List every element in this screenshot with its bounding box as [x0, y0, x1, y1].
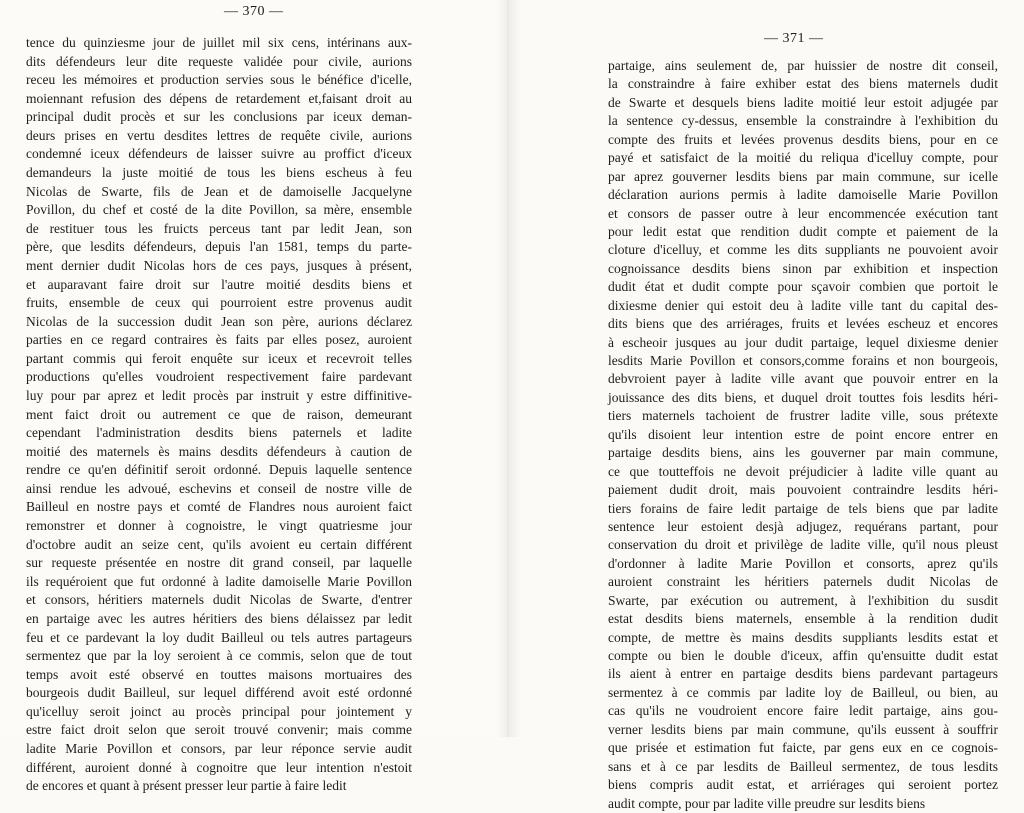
text-line: ainsi rendue les advoué, eschevins et conseil de nostre ville de: [26, 480, 412, 496]
text-line: dits biens que des arriérages, fruits et levées escheuz et encores: [608, 316, 998, 332]
text-line: feu et ce pardevant la loy dudit Bailleul ou tels autres partageurs: [26, 629, 412, 645]
text-line: qu'ils disoient leur intention estre de point encore entrer en: [608, 426, 998, 442]
text-line: lesdits Marie Povillon et consors,comme forains et non bourgeois,: [608, 353, 998, 368]
text-line: deurs prises en vertu desdites lettres de requête civile, aurions: [26, 127, 412, 143]
text-line: paiement dudit droit, mais pouvoient contraindre lesdits héri-: [608, 482, 998, 498]
text-line: fruits, ensemble de ceux qui pourroient estre provenus audit: [26, 295, 412, 311]
text-line: de restituer tous les fruicts perceus tant par ledit Jean, son: [26, 220, 412, 236]
text-line: ils requéroient que fut ordonné à ladite damoiselle Marie Povillon: [26, 573, 412, 589]
text-line: Nicolas de la succession dudit Jean son père, aurions déclarez: [26, 313, 412, 329]
text-line: conservation du droit et privilège de ladite ville, qu'il nous pleust: [608, 537, 998, 553]
text-line: et consors de passer outre à leur encommencée exécution tant: [608, 205, 998, 221]
page-number-left: — 370 —: [224, 4, 284, 19]
page-number-right: — 371 —: [764, 31, 824, 46]
text-line: sermentez que par la loy seroient à ce commis, selon que de tout: [26, 648, 412, 664]
text-line: productions qu'elles voudroient respectivement faire pardevant: [26, 369, 412, 385]
text-line: principal dudit procès et sur les conclusions par iceux deman-: [26, 109, 412, 125]
text-line: auroient constraint les héritiers paternels dudit Nicolas de: [608, 574, 998, 590]
text-line: d'ordonner à ladite Marie Povillon et consorts, aprez qu'ils: [608, 555, 998, 571]
text-line: ment faict droit ou autrement ce que de raison, demeurant: [26, 406, 412, 422]
text-line: déclaration aurions permis à ladite damoiselle Marie Povillon: [608, 187, 998, 203]
text-line: moiennant refusion des dépens de retardement et,faisant droit au: [26, 90, 412, 106]
text-line: tiers forains de faire ledit partaige de tels biens que par ladite: [608, 500, 998, 516]
text-line: tiers maternels tachoient de frustrer ladite ville, sous prétexte: [608, 408, 998, 424]
book-gutter: [496, 0, 520, 737]
text-line: sermentez à ce commis par ladite loy de Bailleul, ou bien, au: [608, 684, 998, 700]
text-line: compte ou bien le double d'iceux, affin qu'ensuitte dudit estat: [608, 648, 998, 663]
text-line: père, que lesdits défendeurs, depuis l'an 1581, temps du parte-: [26, 239, 412, 255]
text-line: biens compris audit estat, et arriérages qui seroient portez: [608, 777, 998, 793]
left-page: [0, 0, 508, 794]
text-line: bourgeois dudit Bailleul, sur lequel différend avoit esté ordonné: [26, 685, 412, 701]
text-line: tence du quinziesme jour de juillet mil six cens, intérinans aux-: [26, 35, 412, 50]
text-line: cependant l'administration desdits biens paternels et ladite: [26, 425, 412, 441]
text-line: de Swarte et desquels biens ladite moitié leur estoit adjugée par: [608, 94, 998, 110]
right-page-text: [608, 57, 998, 813]
text-line: luy pour par aprez et ledit procès par instruit y estre diffinitive-: [26, 387, 412, 403]
text-line: sans et à ce par lesdits de Bailleul sermentez, de tous lesdits: [608, 758, 998, 774]
text-line: condemné iceux défendeurs de laisser suivre au proffict d'iceux: [26, 146, 412, 162]
text-line: sur requeste présentée en nostre dit grand conseil, par laquelle: [26, 555, 412, 571]
text-line: Povillon, du chef et costé de la dite Povillon, sa mère, ensemble: [26, 202, 412, 218]
text-line: payé et satisfaict de la moitié du reliqua d'icelluy compte, pour: [608, 150, 998, 166]
text-line: la sentence cy-dessus, ensemble la constraindre à l'exhibition du: [608, 113, 998, 129]
text-line: estre faict droit selon que seroit trouvé convenir; mais comme: [26, 722, 412, 738]
text-line: Bailleul en nostre pays et comté de Flandres nous auroient faict: [26, 499, 412, 515]
text-line: estat desdits biens maternels, ensemble à la rendition dudit: [608, 611, 998, 627]
text-line: Swarte, par exécution ou autrement, à l'exhibition du susdit: [608, 592, 998, 608]
text-line: moitié des maternels ès mains desdits défendeurs à caution de: [26, 443, 412, 459]
text-line: cloture d'icelluy, et comme les dits suppliants ne pouvoient avoir: [608, 242, 998, 258]
text-line: dixiesme denier qui estoit deu à ladite ville tant du capital des-: [608, 297, 998, 313]
text-line: partant commis qui feroit enquête sur iceux et recevroit telles: [26, 350, 412, 366]
text-line: compte des fruits et levées provenus desdits biens, pour en ce: [608, 131, 998, 147]
text-line: partaige, ains seulement de, par huissier de nostre dit conseil,: [608, 58, 998, 73]
text-line: ce que toutteffois ne devoit préjudicier à ladite ville quant au: [608, 463, 998, 479]
text-line: Nicolas de Swarte, fils de Jean et de damoiselle Jacquelyne: [26, 183, 412, 199]
text-line: debvroient payer à ladite ville avant que pouvoir entrer en la: [608, 371, 998, 387]
text-line: audit compte, pour par ladite ville preudre sur lesdits biens: [608, 795, 926, 811]
text-line: que prisée et estimation fut faicte, par gens eux en ce cognois-: [608, 740, 998, 756]
text-line: jouissance des dits biens, et duquel droit touttes fois lesdits héri-: [608, 389, 998, 405]
text-line: et auparavant faire droit sur l'autre moitié desdits biens et: [26, 276, 412, 292]
text-line: compte, de mettre ès mains desdits suppliants lesdits estat et: [608, 629, 998, 645]
text-line: à escheoir jusques au jour dudit partaige, lequel dixiesme denier: [608, 334, 998, 350]
text-line: la constraindre à faire exhiber estat des biens maternels dudit: [608, 76, 998, 92]
right-page: [508, 0, 1024, 811]
text-line: ment dernier dudit Nicolas hors de ces pays, jusques à présent,: [26, 257, 412, 273]
text-line: sentence leur estoient desjà adjugez, requérans partant, pour: [608, 518, 998, 534]
text-line: temps avoit esté observé en touttes maisons mortuaires des: [26, 666, 412, 682]
text-line: cognoissance desdits biens sinon par exhibition et inspection: [608, 260, 998, 276]
left-page-text: [26, 34, 412, 796]
text-line: par aprez gouverner lesdits biens par main commune, sur icelle: [608, 168, 998, 184]
text-line: remonstrer et donner à cognoistre, le vingt quatriesme jour: [26, 518, 412, 534]
text-line: dits défendeurs leur dite requeste validée pour civile, aurions: [26, 53, 412, 69]
text-line: ils aient à entrer en partaige desdits biens pardevant partageurs: [608, 666, 998, 682]
text-line: rendre ce qu'en définitif seroit ordonné. Depuis laquelle sentence: [26, 462, 412, 478]
text-line: demandeurs la juste moitié de tous les biens escheus à feu: [26, 165, 412, 181]
text-line: dudit état et dudit compte pour sçavoir combien que portoit le: [608, 279, 998, 295]
text-line: parties en ce regard contraires ès faits par elles posez, auroient: [26, 332, 412, 348]
text-line: ladite Marie Povillon et consors, par leur réponce servie audit: [26, 740, 412, 756]
text-line: pour ledit estat que rendition dudit compte et paiement de la: [608, 223, 998, 239]
text-line: de encores et quant à présent presser leur partie à faire ledit: [26, 778, 347, 794]
text-line: différent, auroient donné à cognoitre que leur intention n'estoit: [26, 759, 412, 775]
text-line: partaige desdits biens, ains les gouverner par main commune,: [608, 445, 998, 461]
text-line: verner lesdits biens par main commune, qu'ils eussent à souffrir: [608, 721, 998, 737]
text-line: cas qu'ils ne voudroient encore faire ledit partaige, ains gou-: [608, 703, 998, 719]
text-line: d'octobre audit an seize cent, qu'ils avoient eu certain différent: [26, 536, 412, 552]
text-line: en partaige avec les autres héritiers des biens délaissez par ledit: [26, 610, 412, 626]
text-line: receu les mémoires et production servies sous le bénéfice d'icelle,: [26, 72, 412, 88]
text-line: et consors, héritiers maternels dudit Nicolas de Swarte, d'entrer: [26, 592, 412, 608]
text-line: qu'icelluy seroit joinct au procès principal pour jointement y: [26, 703, 412, 719]
